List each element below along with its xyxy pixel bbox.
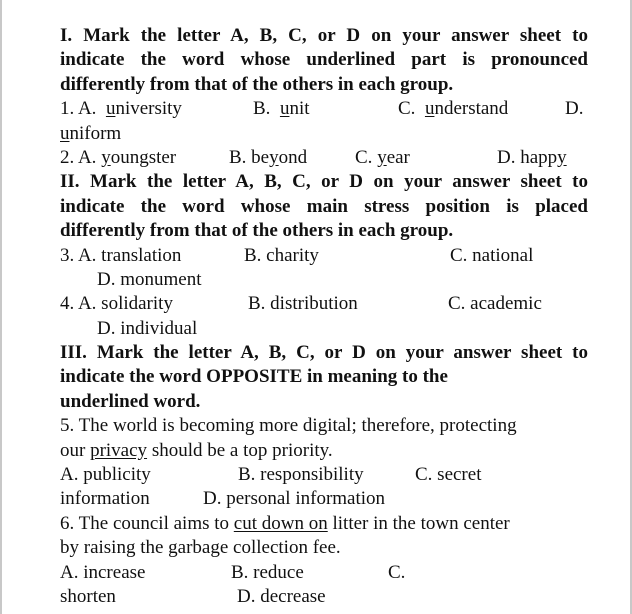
question-5-options-cont [60, 487, 588, 511]
question-1-option-d: uniform [60, 122, 122, 144]
q6-option-a: A. increase [60, 561, 146, 583]
q3-option-c: C. national [450, 244, 534, 266]
section-1-heading-line-2: indicate the word whose underlined part is pronounced [60, 49, 588, 71]
section-2-heading-line-2: indicate the word whose main stress position is placed [60, 195, 588, 217]
section-1-heading-line-1: I. Mark the letter A, B, C, or D on your answer sheet to [60, 25, 588, 46]
q3-option-a: 3. A. translation [60, 244, 182, 266]
q2-option-c: C. year [355, 146, 410, 168]
q6-option-b: B. reduce [231, 561, 304, 583]
question-5-stem-line-1: 5. The world is becoming more digital; therefore, protecting [60, 415, 517, 437]
q2-option-b: B. beyond [229, 146, 308, 168]
q6-option-d: D. decrease [237, 585, 326, 607]
question-1-options [60, 97, 588, 121]
question-6-options-cont [60, 585, 588, 609]
section-3-heading-line-2: indicate the word OPPOSITE in meaning to the [60, 366, 448, 388]
section-3-heading-line-1: III. Mark the letter A, B, C, or D on your answer sheet to [60, 342, 588, 364]
q6-option-c: C. [388, 561, 406, 583]
q6-option-c-cont: shorten [60, 585, 116, 607]
section-1-heading-line-3: differently from that of the others in each group. [60, 73, 454, 95]
page-border-left [0, 0, 2, 614]
q5-option-d: D. personal information [203, 488, 386, 510]
q4-option-b: B. distribution [248, 293, 358, 315]
q2-option-a: 2. A. youngster [60, 146, 177, 168]
q5-option-a: A. publicity [60, 464, 151, 486]
question-4-option-d-line [60, 317, 588, 341]
q5-underlined-word: privacy [90, 439, 148, 461]
question-5-options [60, 463, 588, 487]
question-6-options [60, 561, 588, 585]
q5-option-b: B. responsibility [238, 464, 364, 486]
section-2-heading-line-3: differently from that of the others in each group. [60, 220, 454, 242]
q1-option-d-label: D. [565, 98, 584, 120]
question-6-stem-line-2: by raising the garbage collection fee. [60, 537, 341, 559]
q1-option-c: C. understand [398, 98, 509, 120]
q6-underlined-phrase: cut down on [233, 512, 328, 534]
q5-option-c: C. secret [415, 464, 482, 486]
q1-option-a: 1. A. university [60, 98, 182, 120]
q3-option-d: D. monument [97, 268, 202, 290]
q4-option-d: D. individual [97, 317, 198, 339]
q1-option-b: B. unit [253, 98, 310, 120]
section-2-heading-line-1: II. Mark the letter A, B, C, or D on your answer sheet to [60, 171, 588, 193]
q5-option-c-cont: information [60, 488, 150, 510]
question-4-options [60, 292, 588, 316]
q4-option-c: C. academic [448, 293, 542, 315]
question-2-options [60, 146, 588, 170]
q3-option-b: B. charity [244, 244, 319, 266]
question-3-option-d-line [60, 268, 588, 292]
question-3-options [60, 244, 588, 268]
section-3-heading-line-3: underlined word. [60, 390, 201, 412]
question-5-stem-line-2: our privacy should be a top priority. [60, 439, 333, 461]
q4-option-a: 4. A. solidarity [60, 293, 173, 315]
worksheet [60, 24, 588, 609]
question-6-stem-line-1: 6. The council aims to cut down on litter in the town center [60, 512, 510, 534]
q2-option-d: D. happy [497, 146, 567, 168]
